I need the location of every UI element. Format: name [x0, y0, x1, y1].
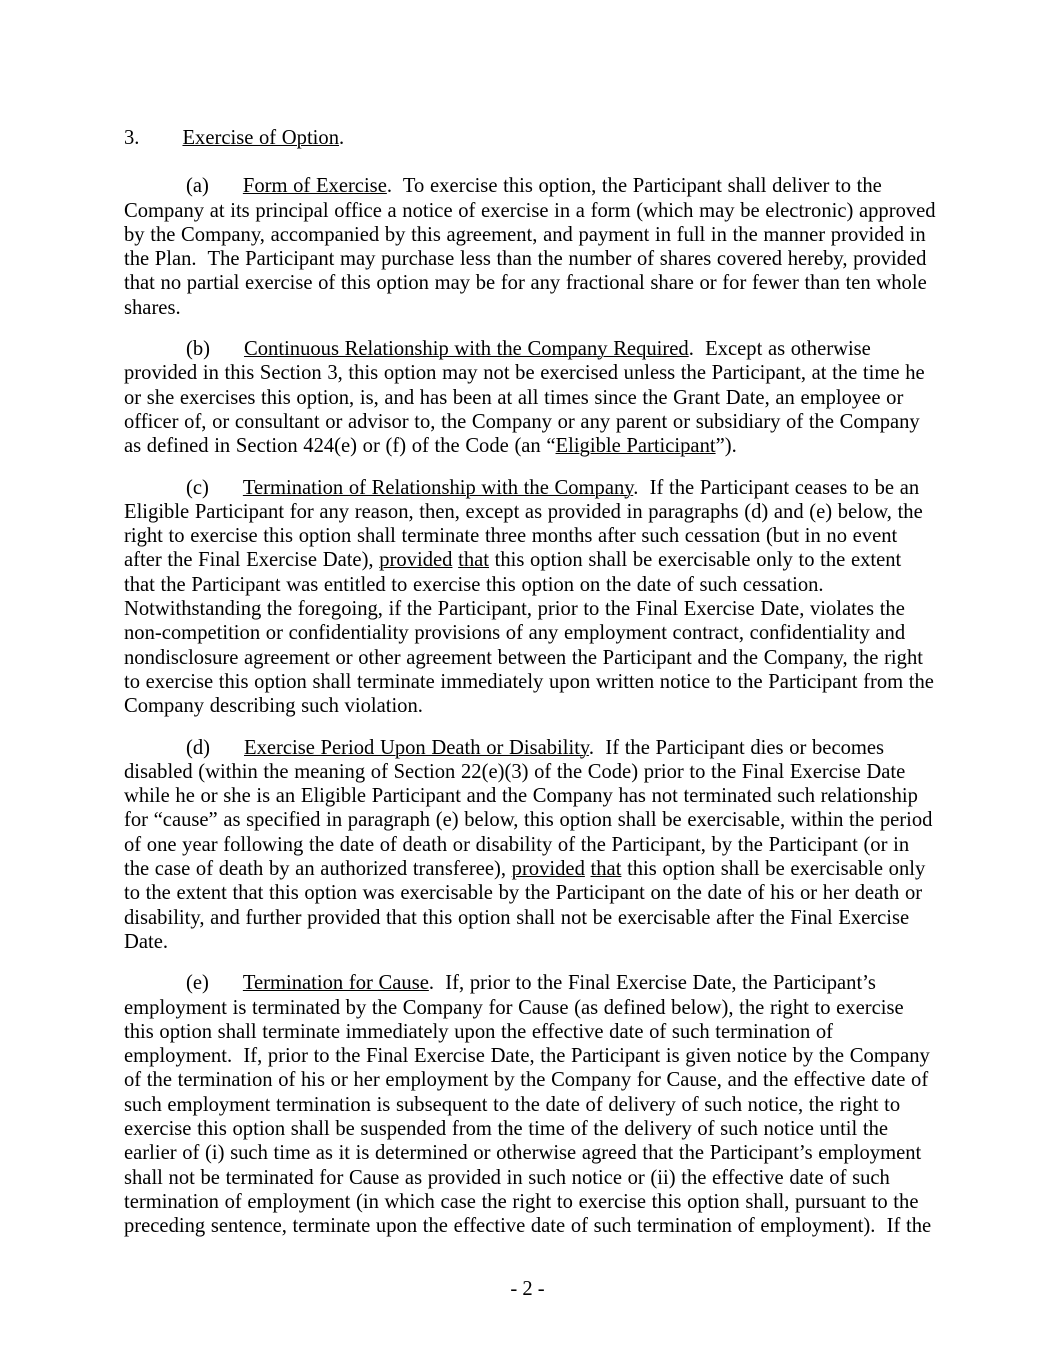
- underlined-text: Eligible Participant: [555, 435, 716, 458]
- page-number: - 2 -: [510, 1278, 545, 1300]
- paragraph-d: [124, 736, 936, 955]
- section-heading: [124, 126, 936, 150]
- paragraph-label: (b): [186, 338, 211, 361]
- paragraph-a: [124, 174, 936, 320]
- body-text: this option shall be exercisable only to the extent that this option was exercisable by the Participant on the date of his or her death or disability, and further provided that this option shall not be exercisable after the Final Exercise Date.: [124, 858, 926, 953]
- paragraphs-container: [124, 174, 936, 1238]
- paragraph-heading: Termination of Relationship with the Company: [242, 476, 634, 499]
- paragraph-label: (d): [186, 736, 211, 759]
- paragraph-label: (a): [186, 175, 209, 198]
- underlined-text: provided: [379, 549, 453, 572]
- paragraph-label: (e): [186, 972, 209, 995]
- document-body: [124, 126, 936, 1255]
- paragraph-heading: Continuous Relationship with the Company Required: [244, 338, 689, 361]
- section-title-suffix: .: [339, 127, 345, 149]
- section-title: Exercise of Option: [182, 127, 340, 149]
- paragraph-heading: Form of Exercise: [242, 175, 387, 198]
- paragraph-e: [124, 971, 936, 1238]
- paragraph-heading: Exercise Period Upon Death or Disability: [244, 736, 589, 759]
- underlined-text: that: [590, 858, 622, 881]
- body-text: . If, prior to the Final Exercise Date, the Participant’s employment is terminated by the Company for Cause (as defined below), the right to exercise this option shall terminate immediately upon the effective date of such termination of employment. If, prior to the Final Exercise Date, the Participant is given notice by the Company of the termination of his or her employment by the Company for Cause, and the effective date of such employment termination is subsequent to the date of delivery of such notice, the right to exercise this option shall be suspended from the time of the delivery of such notice until the earlier of (i) such time as it is determined or otherwise agreed that the Participant’s employment shall not be terminated for Cause as provided in such notice or (ii) the effective date of such termination of employment (in which case the right to exercise this option shall, pursuant to the preceding sentence, terminate upon the effective date of such termination of employment). If the: [124, 972, 932, 1238]
- body-text: . To exercise this option, the Participant shall deliver to the Company at its principal office a notice of exercise in a form (which may be electronic) approved by the Company, accompanied by this agreement, and payment in full in the manner provided in the Plan. The Participant may purchase less than the number of shares covered hereby, provided that no partial exercise of this option may be for any fractional share or for fewer than ten whole shares.: [124, 175, 936, 319]
- body-text: . If the Participant ceases to be an Eligible Participant for any reason, then, except as provided in paragraphs (d) and (e) below, the right to exercise this option shall terminate three months after such cessation (but in no event after the Final Exercise Date),: [124, 476, 923, 572]
- body-text: . If the Participant dies or becomes disabled (within the meaning of Section 22(e)(3) of the Code) prior to the Final Exercise Date while he or she is an Eligible Participant and the Company has not terminated such relationship for “cause” as specified in paragraph (e) below, this option shall be exercisable, within the period of one year following the date of death or disability of the Participant, by the Participant (or in the case of death by an authorized transferee),: [124, 736, 933, 881]
- body-text: . Except as otherwise provided in this Section 3, this option may not be exercised unless the Participant, at the time he or she exercises this option, is, and has been at all times since the Grant Date, an employee or officer of, or consultant or advisor to, the Company or any parent or subsidiary of the Company as defined in Section 424(e) or (f) of the Code (an “: [124, 338, 925, 458]
- paragraph-label: (c): [186, 476, 209, 499]
- body-text: ”).: [715, 435, 737, 458]
- paragraph-b: [124, 337, 936, 458]
- paragraph-c: [124, 476, 936, 719]
- section-number: 3.: [124, 127, 140, 149]
- body-text: this option shall be exercisable only to the extent that the Participant was entitled to exercise this option on the date of such cessation. Notwithstanding the foregoing, if the Participant, prior to the Final Exercise Date, violates the non-competition or confidentiality provisions of any employment contract, confidentiality and nondisclosure agreement or other agreement between the Participant and the Company, the right to exercise this option shall terminate immediately upon written notice to the Participant from the Company describing such violation.: [124, 549, 934, 718]
- underlined-text: that: [458, 549, 489, 572]
- underlined-text: provided: [511, 858, 585, 881]
- paragraph-heading: Termination for Cause: [242, 972, 429, 995]
